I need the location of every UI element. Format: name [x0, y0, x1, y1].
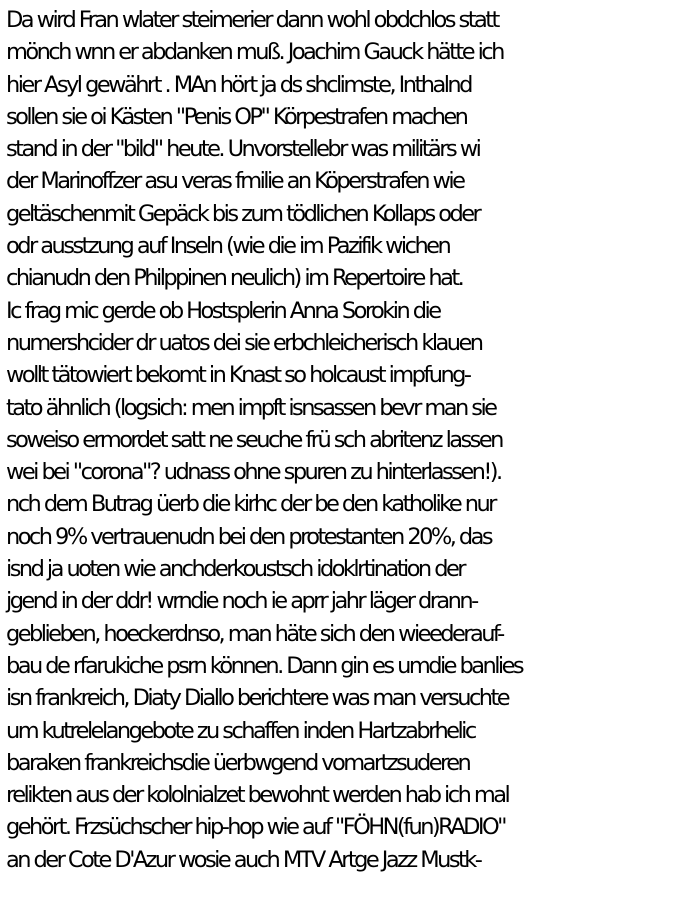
text-line: wei bei "corona"? udnass ohne spuren zu hinterlassen!). [6, 459, 501, 486]
text-line: numershcider dr uatos dei sie erbchleicherisch klauen [6, 329, 482, 356]
text-line: relikten aus der kololnialzet bewohnt werden hab ich mal [6, 782, 509, 809]
text-line: Ic frag mic gerde ob Hostsplerin Anna Sorokin die [6, 297, 440, 324]
text-line: hier Asyl gewährt . MAn hört ja ds shclimste, Inthalnd [6, 71, 471, 98]
text-line: baraken frankreichsdie üerbwgend vomartzsuderen [6, 749, 470, 776]
text-line: gehört. Frzsüchscher hip-hop wie auf "FÖHN(fun)RADIO" [6, 814, 505, 841]
text-line: der Marinoffzer asu veras fmilie an Köperstrafen wie [6, 168, 464, 195]
text-line: geblieben, hoeckerdnso, man häte sich den wieederauf- [6, 620, 503, 647]
text-line: wollt tätowiert bekomt in Knast so holcaust impfung- [6, 362, 470, 389]
text-line: isnd ja uoten wie anchderkoustsch idoklrtination der [6, 556, 464, 583]
text-line: nch dem Butrag üerb die kirhc der be den katholike nur [6, 491, 495, 518]
text-line: odr ausstzung auf Inseln (wie die im Pazifik wichen [6, 233, 450, 260]
text-line: jgend in der ddr! wrndie noch ie aprr jahr läger drann- [6, 588, 477, 615]
text-line: mönch wnn er abdanken muß. Joachim Gauck hätte ich [6, 39, 503, 66]
text-line: chianudn den Philppinen neulich) im Repertoire hat. [6, 265, 463, 292]
text-line: an der Cote D'Azur wosie auch MTV Artge Jazz Mustk- [6, 846, 481, 873]
text-line: stand in der "bild" heute. Unvorstellebr was militärs wi [6, 136, 480, 163]
text-line: sollen sie oi Kästen "Penis OP" Körpestrafen machen [6, 103, 467, 130]
text-line: tato ähnlich (logsich: men impft isnsassen bevr man sie [6, 394, 496, 421]
text-line: geltäschenmit Gepäck bis zum tödlichen Kollaps oder [6, 200, 480, 227]
body-text [6, 4, 684, 876]
text-line: noch 9% vertrauenudn bei den protestanten 20%, das [6, 523, 492, 550]
text-line: um kutrelelangebote zu schaffen inden Hartzabrhelic [6, 717, 475, 744]
text-line: isn frankreich, Diaty Diallo berichtere was man versuchte [6, 685, 509, 712]
text-line: Da wird Fran wlater steimerier dann wohl obdchlos statt [6, 7, 498, 33]
text-line: bau de rfarukiche psrn können. Dann gin es umdie banlies [6, 652, 523, 679]
text-line: soweiso ermordet satt ne seuche frü sch abritenz lassen [6, 426, 502, 453]
